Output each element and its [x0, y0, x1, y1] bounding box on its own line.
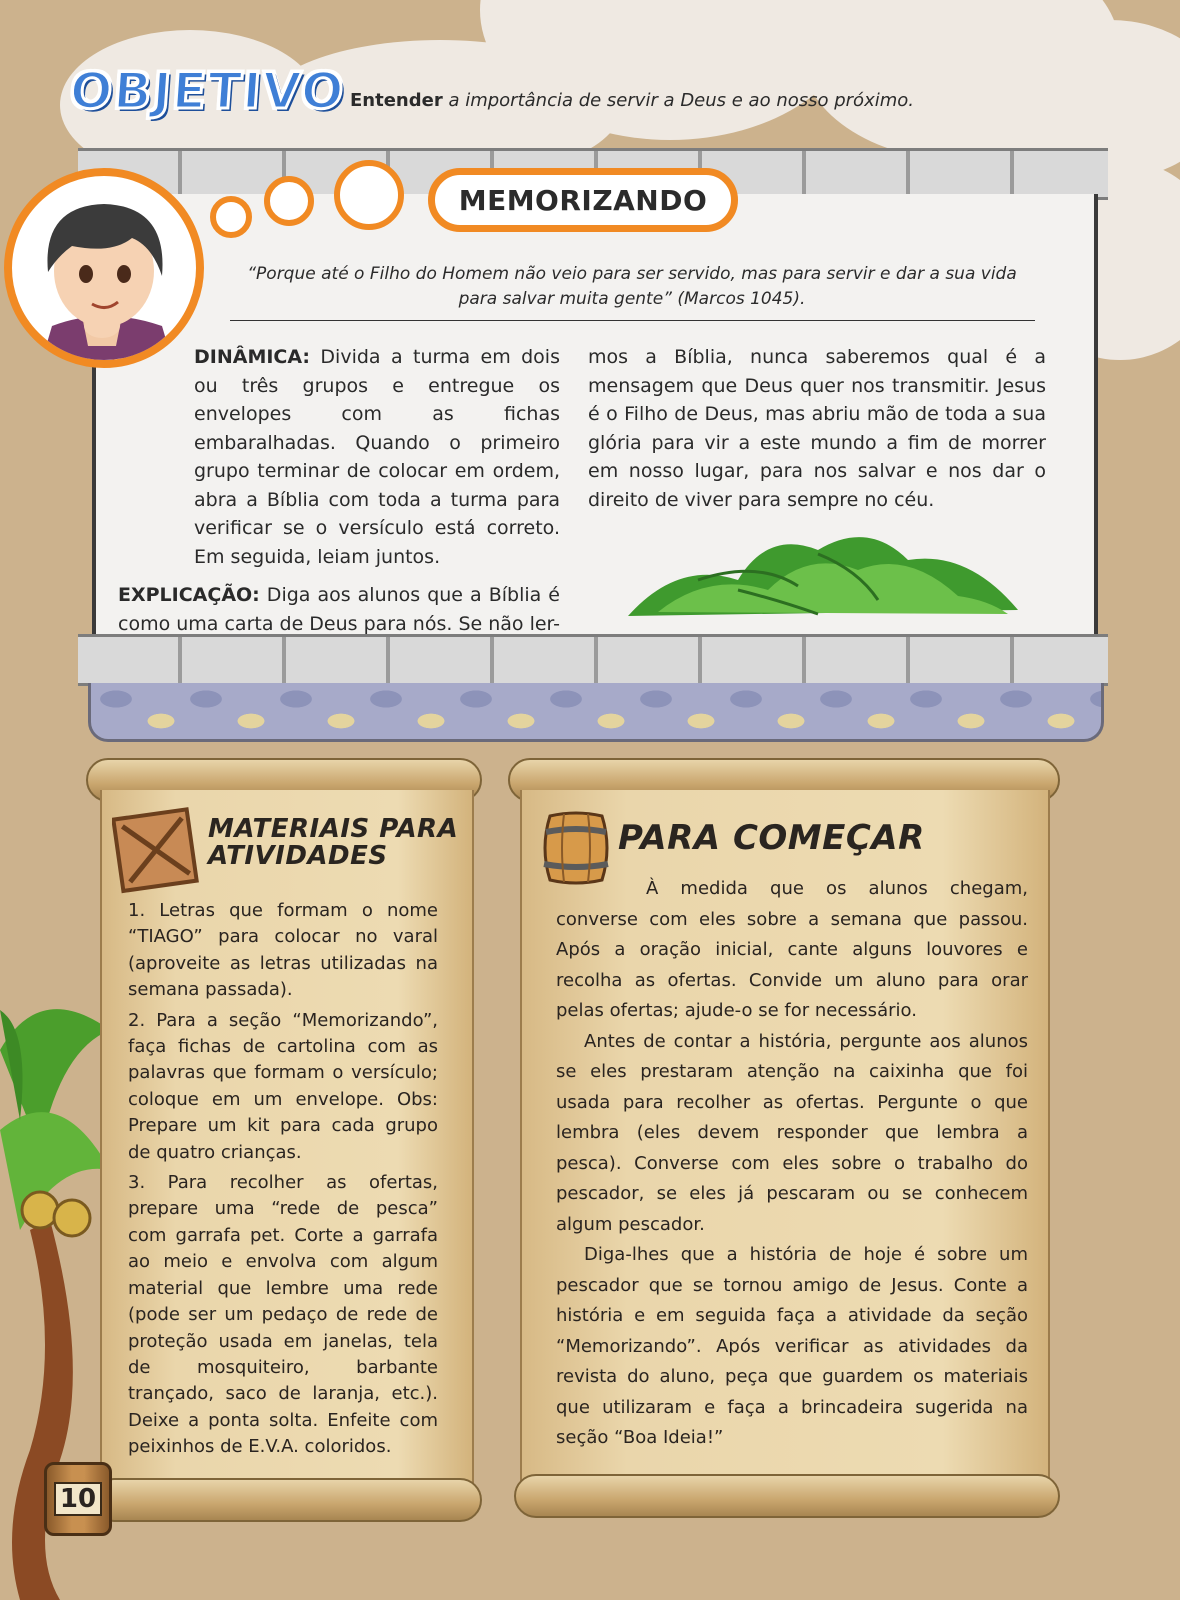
bush-icon [618, 520, 1028, 624]
verse-divider [230, 320, 1035, 321]
materials-scroll-bottom [92, 1478, 482, 1522]
memorizing-title: MEMORIZANDO [428, 168, 738, 232]
start-paragraphs [556, 874, 1028, 1454]
stone-wall-bottom [78, 634, 1108, 686]
materials-title-line1: MATERIAIS PARA [208, 814, 459, 844]
page-number-barrel [44, 1462, 112, 1536]
start-paragraph: À medida que os alunos chegam, converse com eles sobre a semana que passou. Após a oração inicial, cante alguns louvores e recolha as ofertas. Convide um aluno para orar pelas ofertas; ajude-o se for necessário. [556, 878, 1028, 1021]
teacher-avatar [4, 168, 204, 368]
explanation-text-part2: mos a Bíblia, nunca saberemos qual é a mensagem que Deus quer nos transmitir. Jesus é o Filho de Deus, mas abriu mão de toda a sua glória para vir a este mundo a fim de morrer em nosso lugar, para nos salvar e nos dar o direito de viver para sempre no céu. [588, 346, 1046, 511]
list-item: 2. Para a seção “Memorizando”, faça fichas de cartolina com as palavras que formam o versículo; coloque em um envelope. Obs: Prepare um kit para cada grupo de quatro crianças. [128, 1009, 438, 1163]
explanation-column [588, 343, 1046, 514]
dynamics-paragraph [118, 343, 560, 571]
thought-bubble [210, 196, 252, 238]
cobblestone-base [88, 683, 1104, 742]
objective-title: OBJETIVO [67, 62, 347, 120]
thought-bubble [334, 160, 404, 230]
memory-verse: “Porque até o Filho do Homem não veio para ser servido, mas para servir e dar a sua vida para salvar muita gente” (Marcos 1045). [247, 264, 1017, 309]
start-paragraph: Antes de contar a história, pergunte aos alunos se eles prestaram atenção na caixinha que foi usada para recolher as ofertas. Pergunte o que lembra (eles devem responder que lembra a pesca). Converse com eles sobre o trabalho do pescador, se eles já pescaram ou se conhecem algum pescador. [556, 1030, 1028, 1235]
start-scroll-bottom [514, 1474, 1060, 1518]
dynamics-label: DINÂMICA: [194, 346, 311, 368]
explanation-paragraph [118, 581, 560, 638]
dynamics-text: Divida a turma em dois ou três grupos e entregue os envelopes com as fichas embaralhadas. Quando o primeiro grupo terminar de colocar em ordem, abra a Bíblia com toda a turma para verificar se o versículo está correto. Em seguida, leiam juntos. [194, 346, 560, 568]
page-number: 10 [54, 1482, 102, 1516]
start-paragraph: Diga-lhes que a história de hoje é sobre um pescador que se tornou amigo de Jesus. Conte a história e em seguida faça a atividade da seção “Memorizando”. Após verificar as atividades da revista do aluno, peça que guardem os materiais que utilizaram e faça a brincadeira sugerida na seção “Boa Ideia!” [556, 1244, 1028, 1448]
list-item: 1. Letras que formam o nome “TIAGO” para colocar no varal (aproveite as letras utilizadas na semana passada). [128, 900, 438, 1001]
objective-bold: Entender [350, 90, 443, 111]
objective-rest: a importância de servir a Deus e ao nosso próximo. [442, 90, 914, 111]
materials-title-line2: ATIVIDADES [208, 841, 388, 871]
girl-character-icon [12, 176, 196, 360]
start-title: PARA COMEÇAR [618, 818, 925, 858]
explanation-text-part1: Diga aos alunos que a Bíblia é como uma carta de Deus para nós. Se não ler- [118, 584, 561, 635]
crate-icon [112, 806, 200, 894]
thought-bubble [264, 176, 314, 226]
objective-text [350, 90, 914, 111]
dynamics-column [118, 343, 560, 638]
materials-title [208, 816, 458, 870]
materials-list [128, 898, 438, 1465]
list-item: 3. Para recolher as ofertas, prepare uma “rede de pesca” com garrafa pet. Corte a garrafa ao meio e envolva com algum material que lembre uma rede (pode ser um pedaço de rede de proteção usada em janelas, tela de mosquiteiro, barbante trançado, saco de laranja, etc.). Deixe a ponta solta. Enfeite com peixinhos de E.V.A. coloridos. [128, 1172, 438, 1458]
explanation-label: EXPLICAÇÃO: [118, 584, 260, 606]
